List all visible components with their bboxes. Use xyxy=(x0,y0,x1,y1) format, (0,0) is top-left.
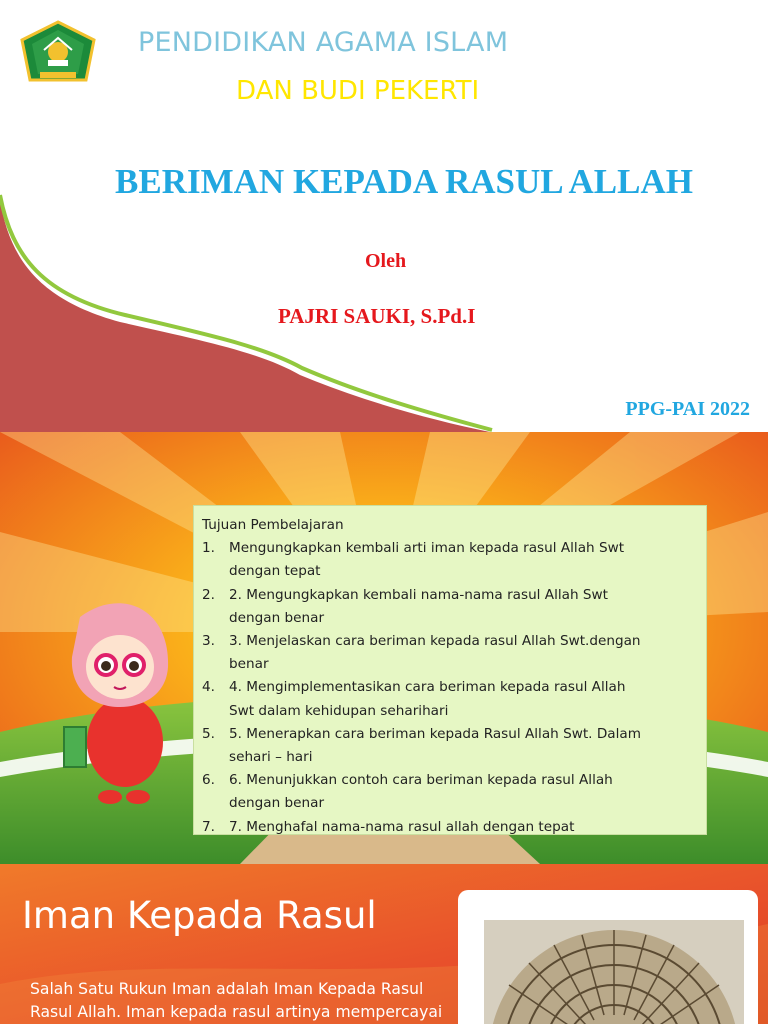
item-number: 2. xyxy=(202,586,215,603)
item-text-continued: Swt dalam kehidupan seharihari xyxy=(229,702,449,719)
item-text: 6. Menunjukkan contoh cara beriman kepada rasul Allah xyxy=(229,772,613,789)
item-number: 6. xyxy=(202,772,215,789)
ministry-logo xyxy=(18,20,98,88)
body-line: Rasul Allah. Iman kepada rasul artinya mempercayai xyxy=(30,1003,443,1021)
body-line: Salah Satu Rukun Iman adalah Iman Kepada Rasul xyxy=(30,980,424,998)
subject-title-line2: DAN BUDI PEKERTI xyxy=(236,76,480,106)
objectives-heading: Tujuan Pembelajaran xyxy=(202,517,344,533)
title-slide xyxy=(0,0,768,432)
slide-body-text xyxy=(30,978,470,1024)
red-wave-decoration xyxy=(0,0,768,432)
list-item xyxy=(202,676,696,722)
main-title: BERIMAN KEPADA RASUL ALLAH xyxy=(115,162,693,201)
item-text: 7. Menghafal nama-nama rasul allah dengan tepat xyxy=(229,818,575,835)
program-label: PPG-PAI 2022 xyxy=(625,398,750,420)
list-item xyxy=(202,584,696,630)
subject-title-line1: PENDIDIKAN AGAMA ISLAM xyxy=(138,27,509,58)
list-item xyxy=(202,769,696,815)
item-number: 7. xyxy=(202,818,215,835)
by-label: Oleh xyxy=(365,250,407,272)
item-text-continued: dengan benar xyxy=(229,795,325,812)
item-text-continued: dengan benar xyxy=(229,609,325,626)
item-text: Mengungkapkan kembali arti iman kepada rasul Allah Swt xyxy=(229,540,625,557)
item-text: 2. Mengungkapkan kembali nama-nama rasul Allah Swt xyxy=(229,586,608,603)
item-text: 3. Menjelaskan cara beriman kepada rasul Allah Swt.dengan xyxy=(229,633,641,650)
item-number: 5. xyxy=(202,725,215,742)
iman-kepada-rasul-slide xyxy=(0,864,768,1024)
objectives-slide xyxy=(0,432,768,864)
item-text: 4. Mengimplementasikan cara beriman kepada rasul Allah xyxy=(229,679,626,696)
slide-title: Iman Kepada Rasul xyxy=(22,894,377,937)
list-item xyxy=(202,537,696,583)
item-text-continued: sehari – hari xyxy=(229,749,313,766)
calligraphy-wheel-image xyxy=(484,920,744,1024)
list-item xyxy=(202,630,696,676)
list-item xyxy=(202,816,696,839)
item-number: 1. xyxy=(202,540,215,557)
author-name: PAJRI SAUKI, S.Pd.I xyxy=(278,304,476,328)
item-text-continued: benar xyxy=(229,656,269,673)
item-number: 4. xyxy=(202,679,215,696)
item-text: 5. Menerapkan cara beriman kepada Rasul Allah Swt. Dalam xyxy=(229,725,641,742)
item-number: 3. xyxy=(202,633,215,650)
hijab-girl-illustration xyxy=(50,597,190,812)
learning-objectives-panel xyxy=(193,505,707,835)
objectives-list xyxy=(202,537,696,839)
item-text-continued: dengan tepat xyxy=(229,563,321,580)
list-item xyxy=(202,723,696,769)
